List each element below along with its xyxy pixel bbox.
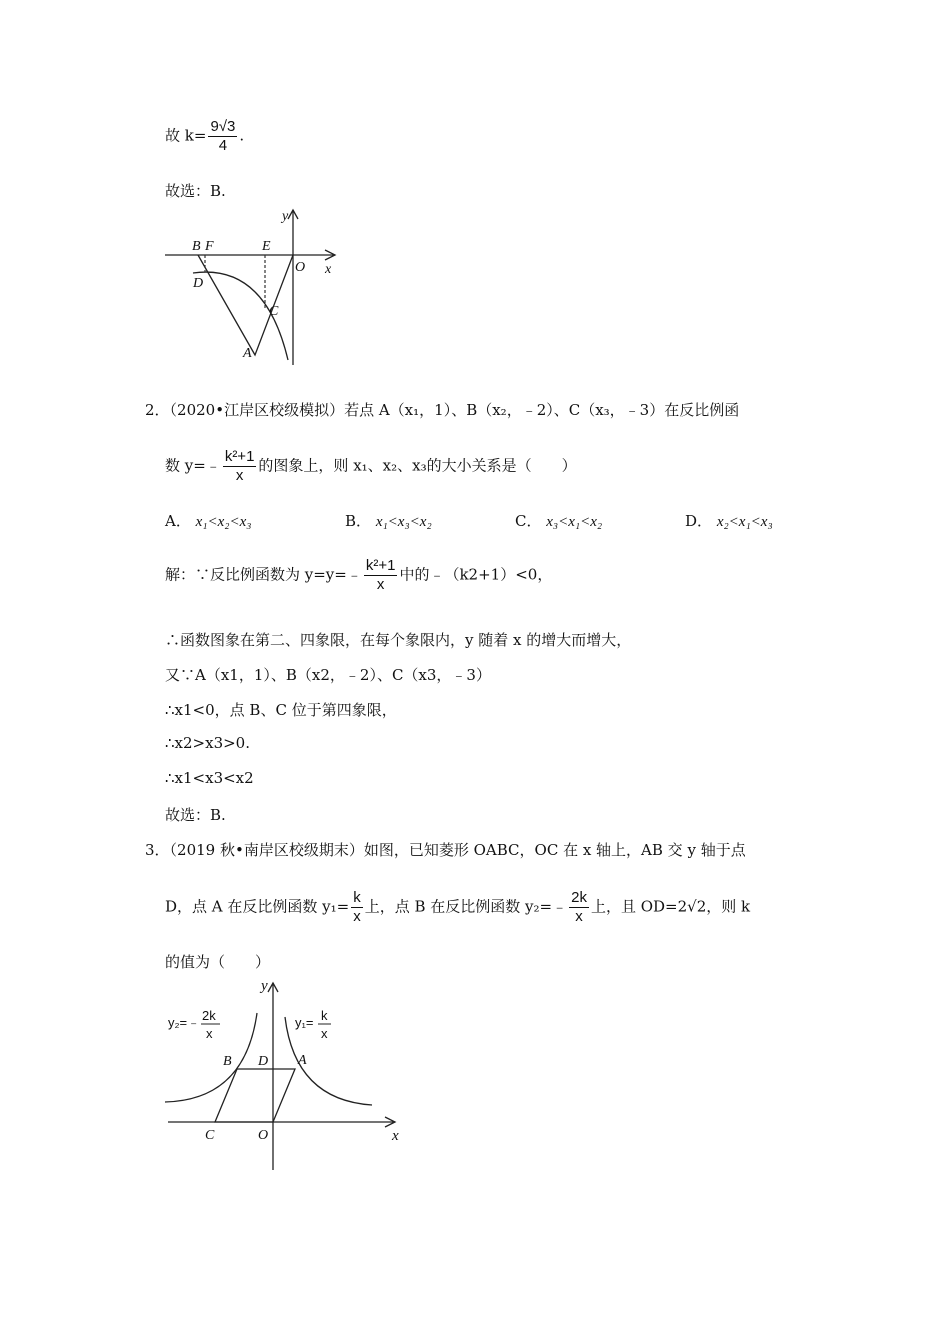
- svg-text:B: B: [192, 239, 201, 254]
- function-fraction: $\frac{\text{k²+1}}{x}$: [224, 448, 255, 484]
- k-result-prefix: 故 k=: [165, 126, 207, 145]
- svg-text:A: A: [298, 1053, 307, 1068]
- solution-line: ∴函数图象在第二、四象限，在每个象限内，y 随着 x 的增大而增大，: [165, 631, 632, 649]
- figure-2-rhombus-hyperbola-diagram: [160, 975, 410, 1175]
- svg-text:O: O: [295, 260, 306, 275]
- option-c[interactable]: C． x₃<x₁<x₂: [515, 512, 603, 530]
- svg-text:C: C: [269, 304, 279, 319]
- solution-line: ∴x1<0，点 B、C 位于第四象限，: [165, 701, 397, 719]
- svg-text:E: E: [262, 239, 271, 254]
- svg-text:2k: 2k: [202, 1008, 216, 1023]
- svg-text:x: x: [206, 1026, 213, 1041]
- question-2-line-1: 2．（2020•江岸区校级模拟）若点 A（x₁，1）、B（x₂，﹣2）、C（x₃，﹣3）在反比例函: [145, 401, 740, 419]
- svg-text:y: y: [261, 978, 268, 994]
- svg-text:y₂=﹣: y₂=﹣: [168, 1015, 201, 1030]
- option-a[interactable]: A． x₁<x₂<x₃: [165, 512, 252, 530]
- solution-line: ∴x1<x3<x2: [165, 769, 254, 787]
- svg-text:F: F: [205, 239, 214, 254]
- svg-text:x: x: [321, 1026, 328, 1041]
- svg-text:D: D: [193, 276, 204, 291]
- question-3-line-3: 的值为（ ）: [165, 953, 271, 971]
- figure-1-triangle-diagram: [165, 205, 345, 370]
- question-number: 3．: [145, 841, 170, 859]
- k-result-line: 故 k= $\frac{9√3}{4}$ .: [165, 118, 245, 154]
- solution-line: ∴x2>x3>0.: [165, 734, 250, 752]
- solution-line: 又∵A（x1，1）、B（x2，﹣2）、C（x3，﹣3）: [165, 666, 491, 684]
- svg-text:k: k: [321, 1008, 328, 1023]
- k-result-fraction: $\frac{9√3}{4}$: [210, 118, 236, 154]
- question-3-line-1: 3．（2019 秋•南岸区校级期末）如图，已知菱形 OABC，OC 在 x 轴上，AB 交 y 轴于点: [145, 841, 746, 859]
- question-source: （2019 秋•南岸区校级期末）: [169, 841, 364, 859]
- svg-text:O: O: [258, 1128, 269, 1143]
- question-2-line-2: 数 y=﹣ $\frac{\text{k²+1}}{x}$ 的图象上，则 x₁、x₂、x₃的大小关系是（ ）: [165, 448, 577, 484]
- svg-text:D: D: [258, 1054, 269, 1069]
- svg-text:y₁=: y₁=: [295, 1015, 314, 1030]
- solution-answer: 故选：B.: [165, 806, 226, 824]
- svg-text:C: C: [205, 1128, 215, 1143]
- question-3-line-2: D，点 A 在反比例函数 y₁= $\frac{k}{x}$ 上，点 B 在反比例函数 y₂=﹣ $\frac{2k}{x}$ 上，且 OD=2√2，则 k: [165, 889, 751, 925]
- svg-text:B: B: [223, 1054, 232, 1069]
- question-source: （2020•江岸区校级模拟）: [169, 401, 345, 419]
- svg-text:A: A: [243, 346, 252, 361]
- solution-line-1: 解：∵反比例函数为 y=y=﹣ $\frac{\text{k²+1}}{x}$ 中的﹣（k2+1）<0，: [165, 557, 553, 593]
- option-d[interactable]: D． x₂<x₁<x₃: [685, 512, 773, 530]
- svg-text:y: y: [282, 209, 289, 224]
- svg-text:x: x: [392, 1128, 399, 1144]
- svg-text:x: x: [325, 262, 332, 277]
- option-b[interactable]: B． x₁<x₃<x₂: [345, 512, 432, 530]
- prev-answer: 故选：B.: [165, 182, 226, 200]
- question-number: 2．: [145, 401, 170, 419]
